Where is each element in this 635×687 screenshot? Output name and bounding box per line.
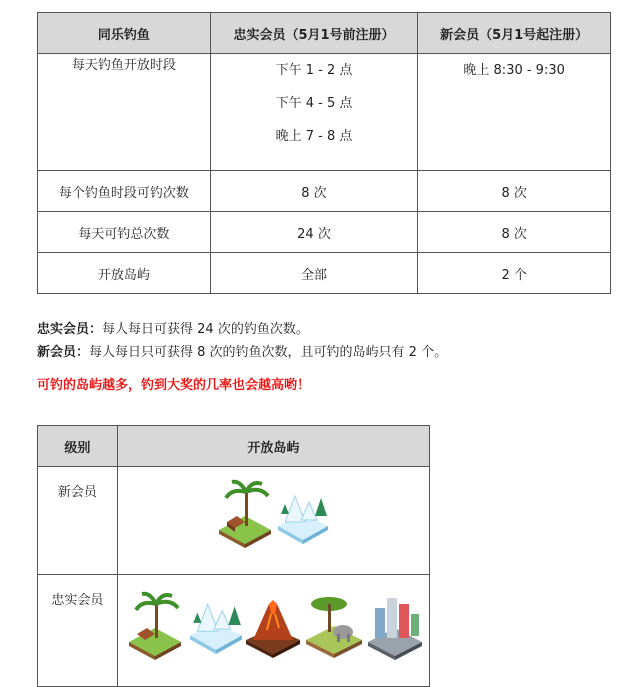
new-note-text: 每人每日只可获得 8 次的钓鱼次数，且可钓的岛屿只有 2 个。 bbox=[89, 345, 448, 360]
loyal-member-note bbox=[37, 318, 309, 337]
ice-island-icon bbox=[275, 486, 331, 546]
ice-island-icon bbox=[187, 590, 245, 660]
header-fishing: 同乐钓鱼 bbox=[38, 13, 211, 54]
table-row bbox=[38, 467, 430, 575]
loyal-value: 全部 bbox=[210, 253, 418, 294]
table-row bbox=[38, 54, 611, 171]
islands-cell bbox=[117, 467, 429, 575]
island-access-table bbox=[37, 425, 430, 687]
new-value: 8 次 bbox=[418, 171, 611, 212]
level-label: 忠实会员 bbox=[38, 575, 118, 687]
header-islands: 开放岛屿 bbox=[117, 426, 429, 467]
row-label: 每个钓鱼时段可钓次数 bbox=[38, 171, 211, 212]
new-slot-1: 晚上 8:30 - 9:30 bbox=[463, 63, 565, 78]
palm-island-icon bbox=[215, 478, 273, 548]
loyal-slot-2: 下午 4 - 5 点 bbox=[275, 96, 353, 111]
table-header-row bbox=[38, 13, 611, 54]
loyal-value: 8 次 bbox=[210, 171, 418, 212]
volcano-island-icon bbox=[243, 596, 303, 658]
level-label: 新会员 bbox=[38, 467, 118, 575]
new-note-label: 新会员： bbox=[37, 345, 90, 360]
table-row bbox=[38, 575, 430, 687]
islands-cell bbox=[117, 575, 429, 687]
header-level: 级别 bbox=[38, 426, 118, 467]
new-value: 2 个 bbox=[418, 253, 611, 294]
table-row bbox=[38, 171, 611, 212]
row-label-hours: 每天钓鱼开放时段 bbox=[38, 54, 211, 171]
new-value: 8 次 bbox=[418, 212, 611, 253]
header-new-member: 新会员（5月1号起注册） bbox=[418, 13, 611, 54]
row-label: 每天可钓总次数 bbox=[38, 212, 211, 253]
header-loyal-member: 忠实会员（5月1号前注册） bbox=[210, 13, 418, 54]
savanna-island-icon bbox=[303, 590, 365, 660]
table-header-row bbox=[38, 426, 430, 467]
loyal-value: 24 次 bbox=[210, 212, 418, 253]
table-row bbox=[38, 212, 611, 253]
table-row bbox=[38, 253, 611, 294]
palm-island-icon bbox=[125, 590, 183, 660]
loyal-slot-1: 下午 1 - 2 点 bbox=[275, 63, 353, 78]
row-label: 开放岛屿 bbox=[38, 253, 211, 294]
loyal-note-text: 每人每日可获得 24 次的钓鱼次数。 bbox=[102, 322, 309, 337]
fishing-schedule-table bbox=[37, 12, 611, 294]
new-member-note bbox=[37, 341, 447, 360]
city-island-icon bbox=[365, 590, 425, 660]
loyal-slot-3: 晚上 7 - 8 点 bbox=[275, 129, 353, 144]
loyal-note-label: 忠实会员： bbox=[37, 322, 103, 337]
new-hours-cell bbox=[418, 54, 611, 171]
loyal-hours-cell bbox=[210, 54, 418, 171]
highlight-note: 可钓的岛屿越多，钓到大奖的几率也会越高哟！ bbox=[37, 378, 311, 393]
